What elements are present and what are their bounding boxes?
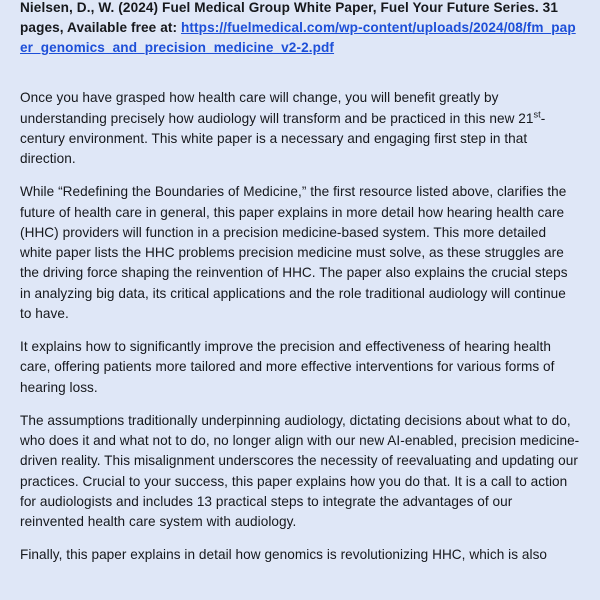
- paragraph-2: While “Redefining the Boundaries of Medicine,” the first resource listed above, clarifies the future of health care in general, this paper explains in more detail how hearing health care (HHC) providers will function in a precision medicine-based system. This more detailed white paper lists the HHC problems precision medicine must solve, as these struggles are the driving force shaping the reinvention of HHC. The paper also explains the crucial steps in analyzing big data, its critical applications and the role traditional audiology will continue to have.: [20, 184, 568, 321]
- citation-link[interactable]: https://fuelmedical.com/wp-content/uploads/2024/08/fm_paper_genomics_and_precision_medicine_v2-2.pdf: [20, 20, 576, 56]
- citation-block: [20, 0, 580, 58]
- paragraph-1-part1: Once you have grasped how health care will change, you will benefit greatly by understanding precisely how audiology will transform and be practiced in this new 21: [20, 90, 534, 126]
- paragraph-1-ordinal-suffix: st: [533, 109, 541, 120]
- section-spacer: [20, 58, 580, 88]
- paragraph-1: [20, 88, 580, 169]
- paragraph-3: It explains how to significantly improve the precision and effectiveness of hearing health care, offering patients more tailored and more effective interventions for various forms of hearing loss.: [20, 339, 555, 395]
- paragraph-4: The assumptions traditionally underpinning audiology, dictating decisions about what to do, who does it and what not to do, no longer align with our new AI-enabled, precision medicine-driven reality. This misalignment underscores the necessity of reevaluating and updating our practices. Crucial to your success, this paper explains how you do that. It is a call to action for audiologists and includes 13 practical steps to integrate the advantages of our reinvented health care system with audiology.: [20, 412, 580, 530]
- citation-text: Nielsen, D., W. (2024) Fuel Medical Group White Paper, Fuel Your Future Series. 31 pages, Available free at:: [20, 0, 558, 36]
- paragraph-1-part2: -century environment. This white paper is a necessary and engaging first step in that direction.: [20, 110, 546, 167]
- paragraph-5: Finally, this paper explains in detail how genomics is revolutionizing HHC, which is also: [20, 547, 548, 563]
